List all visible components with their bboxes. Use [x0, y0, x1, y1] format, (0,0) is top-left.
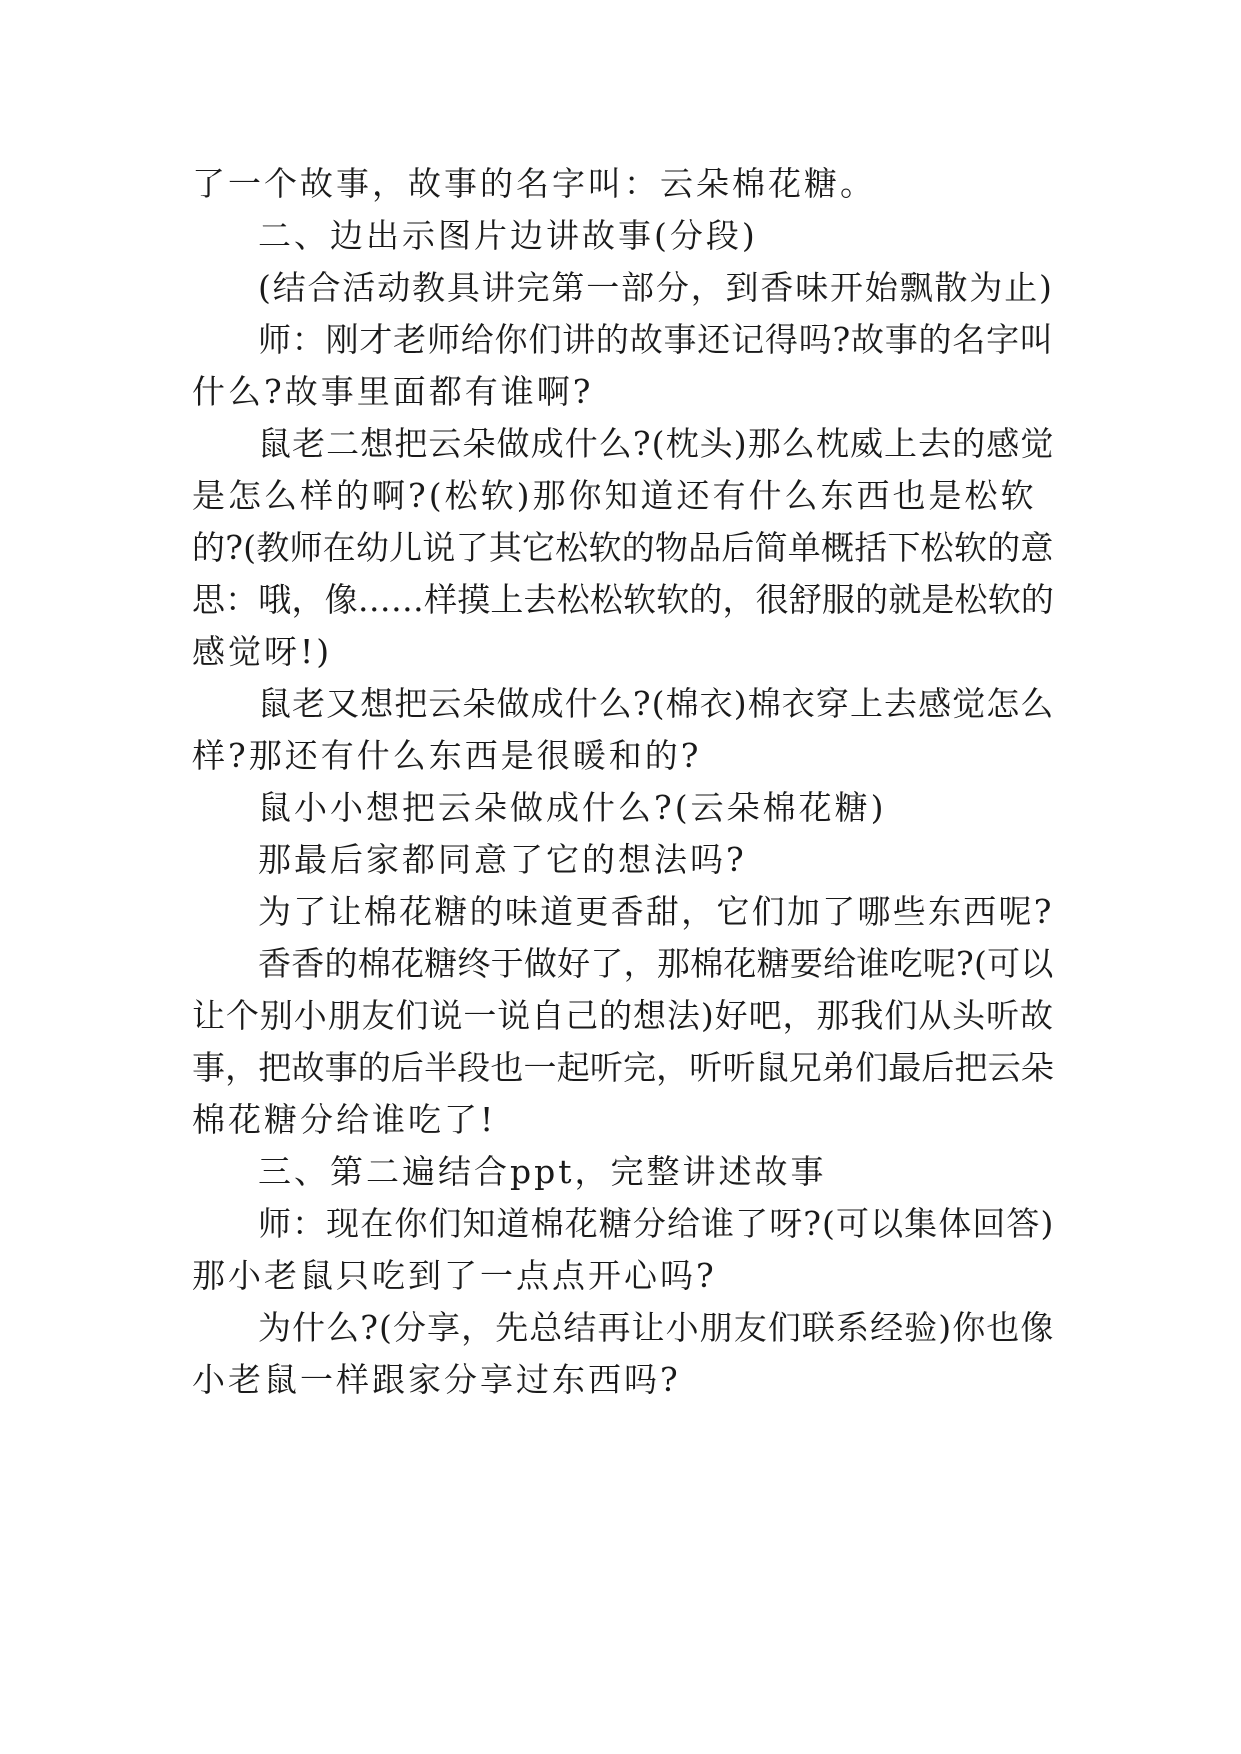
section-heading: [192, 1146, 1054, 1198]
paragraph: [192, 938, 1054, 1146]
text-line: 是怎么样的啊?(松软)那你知道还有什么东西也是松软: [192, 476, 1037, 515]
text-line: 棉花糖分给谁吃了!: [192, 1100, 497, 1139]
document-body: [192, 158, 1054, 1406]
text-line: 感觉呀!): [192, 632, 333, 671]
text-line: 鼠老二想把云朵做成什么?(枕头)那么枕威上去的感觉: [258, 424, 1055, 463]
paragraph: [192, 834, 1054, 886]
paragraph: [192, 418, 1054, 678]
text-line: 让个别小朋友们说一说自己的想法)好吧，那我们从头听故: [192, 996, 1054, 1035]
text-line: 了一个故事，故事的名字叫：云朵棉花糖。: [192, 164, 876, 203]
paragraph: [192, 782, 1054, 834]
text-line: 香香的棉花糖终于做好了，那棉花糖要给谁吃呢?(可以: [258, 944, 1054, 983]
paragraph: [192, 262, 1054, 314]
text-line: 鼠小小想把云朵做成什么?(云朵棉花糖): [258, 788, 887, 827]
text-line: 样?那还有什么东西是很暖和的?: [192, 736, 702, 775]
paragraph: [192, 886, 1054, 938]
text-line: 师：刚才老师给你们讲的故事还记得吗?故事的名字叫: [258, 320, 1054, 359]
text-line: 那最后家都同意了它的想法吗?: [258, 840, 747, 879]
text-line: 师：现在你们知道棉花糖分给谁了呀?(可以集体回答): [258, 1204, 1055, 1243]
section-heading: [192, 210, 1054, 262]
text-line: 的?(教师在幼儿说了其它松软的物品后简单概括下松软的意: [192, 528, 1054, 567]
paragraph: [192, 314, 1054, 418]
text-line: 那小老鼠只吃到了一点点开心吗?: [192, 1256, 717, 1295]
text-line: 思：哦，像……样摸上去松松软软的，很舒服的就是松软的: [192, 580, 1054, 619]
text-line: 事，把故事的后半段也一起听完，听听鼠兄弟们最后把云朵: [192, 1048, 1054, 1087]
paragraph: [192, 1302, 1054, 1406]
text-line: 三、第二遍结合ppt，完整讲述故事: [258, 1152, 827, 1191]
paragraph: [192, 678, 1054, 782]
text-line: 什么?故事里面都有谁啊?: [192, 372, 594, 411]
text-line: 为什么?(分享，先总结再让小朋友们联系经验)你也像: [258, 1308, 1055, 1347]
paragraph: [192, 158, 1054, 210]
text-line: 为了让棉花糖的味道更香甜，它们加了哪些东西呢?: [258, 892, 1054, 931]
text-line: 鼠老又想把云朵做成什么?(棉衣)棉衣穿上去感觉怎么: [258, 684, 1055, 723]
text-line: (结合活动教具讲完第一部分，到香味开始飘散为止): [258, 268, 1054, 307]
text-line: 二、边出示图片边讲故事(分段): [258, 216, 758, 255]
paragraph: [192, 1198, 1054, 1302]
text-line: 小老鼠一样跟家分享过东西吗?: [192, 1360, 681, 1399]
